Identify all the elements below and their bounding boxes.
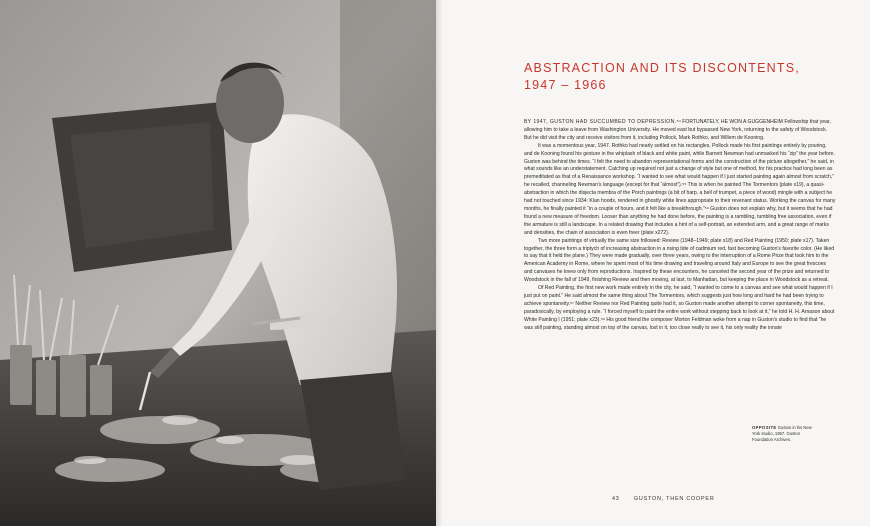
chapter-title-line2: 1947 – 1966 — [524, 78, 607, 92]
paragraph-4: Of Red Painting, the first new work made entirely in the city, he said, “I wanted to come to a canvas and see what would happen if I just put on paint.” He said almost the same thing about The Tormentors, which suggests just how long and hard he had been trying to achieve spontaneity.⁵⁷ Neither Review nor Red Painting quite had it, so Guston made another attempt to corner spontaneity, this time, paradoxically, by employing a rule. “I forced myself to paint the entire work without stepping back to look at it,” he told H. H. Arnason about White Painting I (1951; plate x23).⁵⁸ His good friend the composer Morton Feldman woke from a nap in Guston's studio to find that “he was still painting, standing almost on top of the canvas, lost in it, too close really to see it, his only reality the innate — [524, 285, 835, 331]
photo-caption — [752, 425, 812, 443]
folio — [612, 496, 715, 502]
paragraph-3: Two more paintings of virtually the same size followed: Review (1948–1949; plate x18) and Red Painting (1950; plate x17). Taken together, the three form a triptych of increasing abstraction in a rising tide of cadmium red, fast becoming Guston's favorite color. (He liked to say that it held the plane.) They were made gradually, over three years, owing to the interruption of a Rome Prize that took him to the American Academy in Rome, where he spent most of his time drawing and traveling around Italy and Europe to see the great frescoes and canvases he knew only from reproductions. Inspired by these encounters, he canceled the second year of the prize and returned to Woodstock in the fall of 1949, finishing Review and then moving, at last, to Manhattan, but keeping the place in Woodstock as a retreat. — [524, 237, 835, 284]
chapter-title — [524, 60, 844, 94]
text-page — [442, 0, 870, 526]
chapter-title-line1: ABSTRACTION AND ITS DISCONTENTS, — [524, 61, 800, 75]
running-head: GUSTON, THEN COOPER — [633, 496, 715, 502]
paragraph-1-text: ⁵⁴ FORTUNATELY, HE WON A GUGGENHEIM Fellowship that year, allowing him to take a leave from Washington University. He moved east but bypassed New York, returning to the safety of Woodstock. But he did visit the city and receive visitors from it, including Pollock, Mark Rothko, and Willem de Kooning. — [524, 119, 831, 141]
caption-label: OPPOSITE — [752, 425, 777, 430]
lead-in: BY 1947, GUSTON HAD SUCCUMBED TO DEPRESSION. — [524, 119, 677, 125]
caption-text: Guston in his New York studio, 1957. Guston Foundation Archives. — [752, 425, 812, 442]
paragraph-2: It was a momentous year, 1947. Rothko had nearly settled on his rectangles, Pollock made his first paintings entirely by pouring, and de Kooning found his gesture in the whiplash of black and white paint, while Barnett Newman had unmasked his “zip” the year before. Guston was behind the times. “I felt the need to abandon representational forms and the construction of the picture altogether,” he said, in what sounds like an understatement. Catching up required not just a change of style but one of method, for his practice had long been as premeditated as that of a Renaissance workshop. “I wanted to see what would happen if I just started painting again almost from scratch,” he recalled, channeling Newman's language (except for that “almost”).⁵⁵ This is when he painted The Tormentors (plate x19), a quasi-abstraction in which the disjecta membra of the Porch paintings (a bit of harp, a bell of trumpet, a piece of wood) mingle with a subject he had not touched since 1934: Klan hoods, rendered in ghostly white lines appropriate to their revenant status. Working the canvas for many months, he finally painted it “in a couple of hours, and it felt like a breakthrough.”⁵⁶ Guston does not explain why, but it seems that he had found a new measure of freedom. Looser than anything he had done before, the painting is a rambling, tumbling free association, even if the armature is still a landscape. In a related drawing that includes a hint of a self-portrait, an extended arm, and a great range of marks and densities, the chain of association is even freer (plate x272). — [524, 142, 836, 236]
page-number: 43 — [612, 496, 620, 502]
body-text — [524, 119, 836, 332]
paragraph-1 — [524, 119, 836, 143]
